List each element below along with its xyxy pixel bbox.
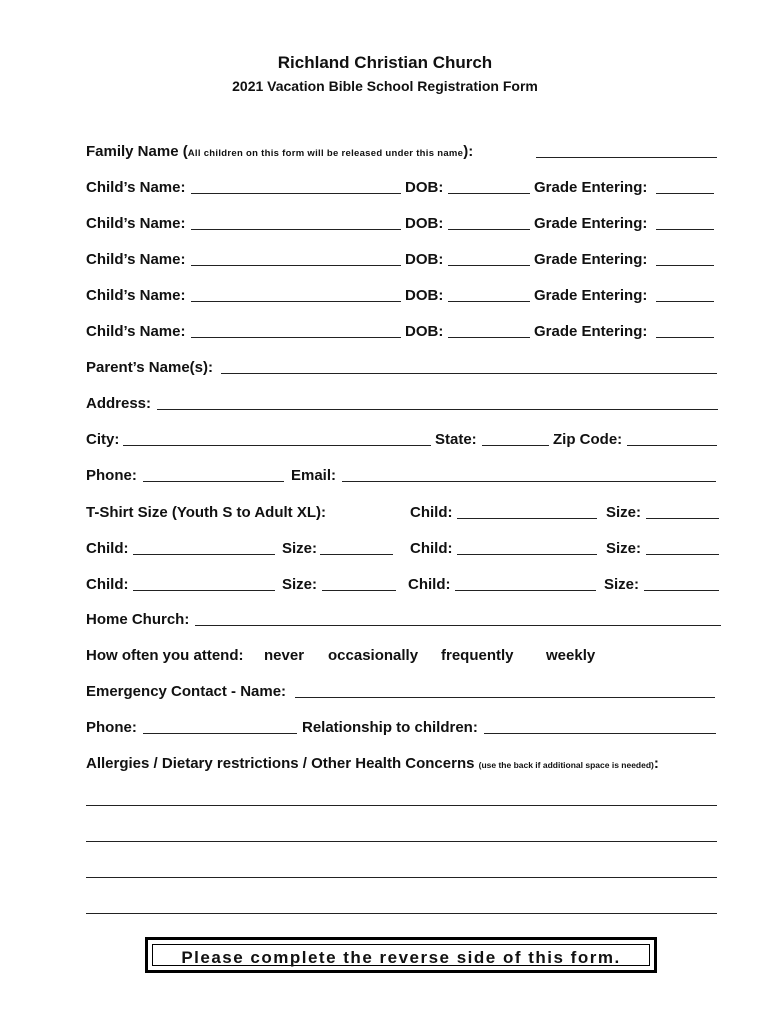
dob-label: DOB: [405, 251, 444, 268]
notice-text: Please complete the reverse side of this form. [181, 948, 621, 967]
family-name-label: Family Name (All children on this form will be released under this name): [86, 143, 474, 160]
family-name-note: All children on this form will be released under this name [187, 148, 464, 159]
form-title: 2021 Vacation Bible School Registration Form [232, 78, 538, 94]
child-name-label: Child’s Name: [86, 179, 186, 196]
dob-field[interactable] [448, 301, 530, 302]
health-concerns-note: (use the back if additional space is needed) [478, 760, 654, 770]
dob-label: DOB: [405, 215, 444, 232]
child-name-field[interactable] [191, 265, 401, 266]
tshirt-size-field-label: Size: [606, 540, 642, 557]
dob-field[interactable] [448, 229, 530, 230]
family-name-field[interactable] [536, 157, 717, 158]
relationship-label: Relationship to children: [302, 719, 478, 736]
tshirt-size-field-label: Size: [604, 576, 640, 593]
tshirt-size-field[interactable] [644, 590, 719, 591]
emergency-phone-field[interactable] [143, 733, 297, 734]
tshirt-child-label: Child: [410, 504, 453, 521]
address-field[interactable] [157, 409, 718, 410]
grade-field[interactable] [656, 229, 714, 230]
child-name-field[interactable] [191, 301, 401, 302]
tshirt-size-field[interactable] [320, 554, 393, 555]
zip-field[interactable] [627, 445, 717, 446]
health-line[interactable] [86, 877, 717, 878]
attendance-label: How often you attend: [86, 647, 244, 664]
zip-label: Zip Code: [553, 431, 623, 448]
grade-label: Grade Entering: [534, 251, 648, 268]
health-line[interactable] [86, 913, 717, 914]
tshirt-child-field[interactable] [455, 590, 596, 591]
email-field[interactable] [342, 481, 716, 482]
grade-label: Grade Entering: [534, 323, 648, 340]
child-name-label: Child’s Name: [86, 215, 186, 232]
grade-label: Grade Entering: [534, 215, 648, 232]
tshirt-size-field-label: Size: [606, 504, 642, 521]
tshirt-size-field-label: Size: [282, 540, 318, 557]
tshirt-child-label: Child: [408, 576, 451, 593]
tshirt-child-label: Child: [86, 540, 129, 557]
child-name-field[interactable] [191, 337, 401, 338]
attendance-option-never[interactable]: never [264, 647, 305, 664]
tshirt-size-field[interactable] [646, 554, 719, 555]
grade-label: Grade Entering: [534, 287, 648, 304]
state-field[interactable] [482, 445, 549, 446]
child-name-label: Child’s Name: [86, 287, 186, 304]
parent-name-field[interactable] [221, 373, 717, 374]
dob-field[interactable] [448, 337, 530, 338]
child-name-label: Child’s Name: [86, 323, 186, 340]
relationship-field[interactable] [484, 733, 716, 734]
grade-field[interactable] [656, 301, 714, 302]
tshirt-child-field[interactable] [133, 590, 275, 591]
health-line[interactable] [86, 841, 717, 842]
grade-field[interactable] [656, 265, 714, 266]
attendance-option-weekly[interactable]: weekly [546, 647, 596, 664]
tshirt-size-field-label: Size: [282, 576, 318, 593]
tshirt-size-field[interactable] [322, 590, 396, 591]
phone-label: Phone: [86, 467, 137, 484]
tshirt-child-field[interactable] [457, 518, 597, 519]
tshirt-size-label: T-Shirt Size (Youth S to Adult XL): [86, 504, 326, 521]
city-label: City: [86, 431, 120, 448]
dob-label: DOB: [405, 323, 444, 340]
attendance-option-occasionally[interactable]: occasionally [328, 647, 419, 664]
grade-label: Grade Entering: [534, 179, 648, 196]
email-label: Email: [291, 467, 337, 484]
dob-label: DOB: [405, 287, 444, 304]
city-field[interactable] [123, 445, 431, 446]
home-church-field[interactable] [195, 625, 721, 626]
health-line[interactable] [86, 805, 717, 806]
child-name-label: Child’s Name: [86, 251, 186, 268]
grade-field[interactable] [656, 337, 714, 338]
tshirt-child-label: Child: [410, 540, 453, 557]
emergency-contact-label: Emergency Contact - Name: [86, 683, 287, 700]
tshirt-child-label: Child: [86, 576, 129, 593]
reverse-side-notice [145, 937, 657, 973]
state-label: State: [435, 431, 477, 448]
child-name-field[interactable] [191, 229, 401, 230]
tshirt-child-field[interactable] [133, 554, 275, 555]
grade-field[interactable] [656, 193, 714, 194]
tshirt-child-field[interactable] [457, 554, 597, 555]
dob-label: DOB: [405, 179, 444, 196]
attendance-option-frequently[interactable]: frequently [441, 647, 514, 664]
emergency-phone-label: Phone: [86, 719, 137, 736]
emergency-contact-field[interactable] [295, 697, 715, 698]
dob-field[interactable] [448, 193, 530, 194]
health-concerns-label: Allergies / Dietary restrictions / Other Health Concerns (use the back if additional space is needed): [86, 755, 659, 772]
parent-name-label: Parent’s Name(s): [86, 359, 213, 376]
dob-field[interactable] [448, 265, 530, 266]
church-name: Richland Christian Church [277, 53, 493, 72]
address-label: Address: [86, 395, 152, 412]
home-church-label: Home Church: [86, 611, 190, 628]
phone-field[interactable] [143, 481, 284, 482]
tshirt-size-field[interactable] [646, 518, 719, 519]
child-name-field[interactable] [191, 193, 401, 194]
